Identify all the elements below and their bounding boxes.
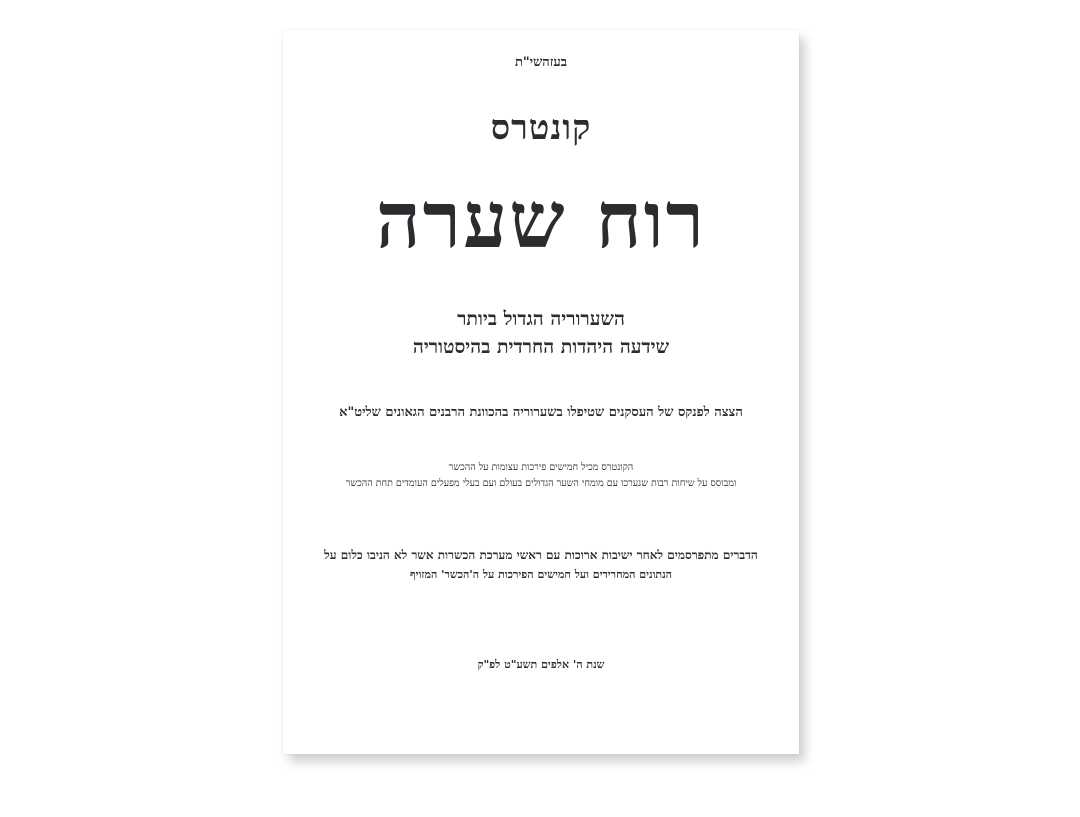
subtitle-line-2: שידעה היהדות החרדית בהיסטוריה	[412, 336, 670, 358]
description-line-2: ומבוסס על שיחות רבות שנערכו עם מומחי השער הגדולים בעולם ועם בעלי מפעלים העומדים תחת ההכשר	[345, 478, 737, 489]
proposal-line: הצצה לפנקס של העסקנים שטיפלו בשערוריה בהכוונת הרבנים הגאונים שליט"א	[339, 405, 743, 420]
description-line-1: הקונטרס מכיל חמישים פירכות עצומות על ההכשר	[448, 462, 634, 473]
note-line-1: הדברים מתפרסמים לאחר ישיבות ארוכות עם ראשי מערכת הכשרות אשר לא הניבו כלום על	[324, 548, 758, 562]
year-line: שנת ה' אלפים תשע"ט לפ"ק	[477, 658, 605, 671]
kicker-title: קונטרס	[490, 108, 592, 148]
subtitle-line-1: השערוריה הגדול ביותר	[457, 308, 625, 330]
main-title: רוח שערה	[375, 175, 707, 266]
note-line-2: הנתונים המחרידים ועל חמישים הפירכות על ה'הכשר' המזויף	[409, 568, 673, 581]
document-page	[283, 30, 799, 754]
blessing-header: בעזהשי"ת	[514, 55, 568, 70]
